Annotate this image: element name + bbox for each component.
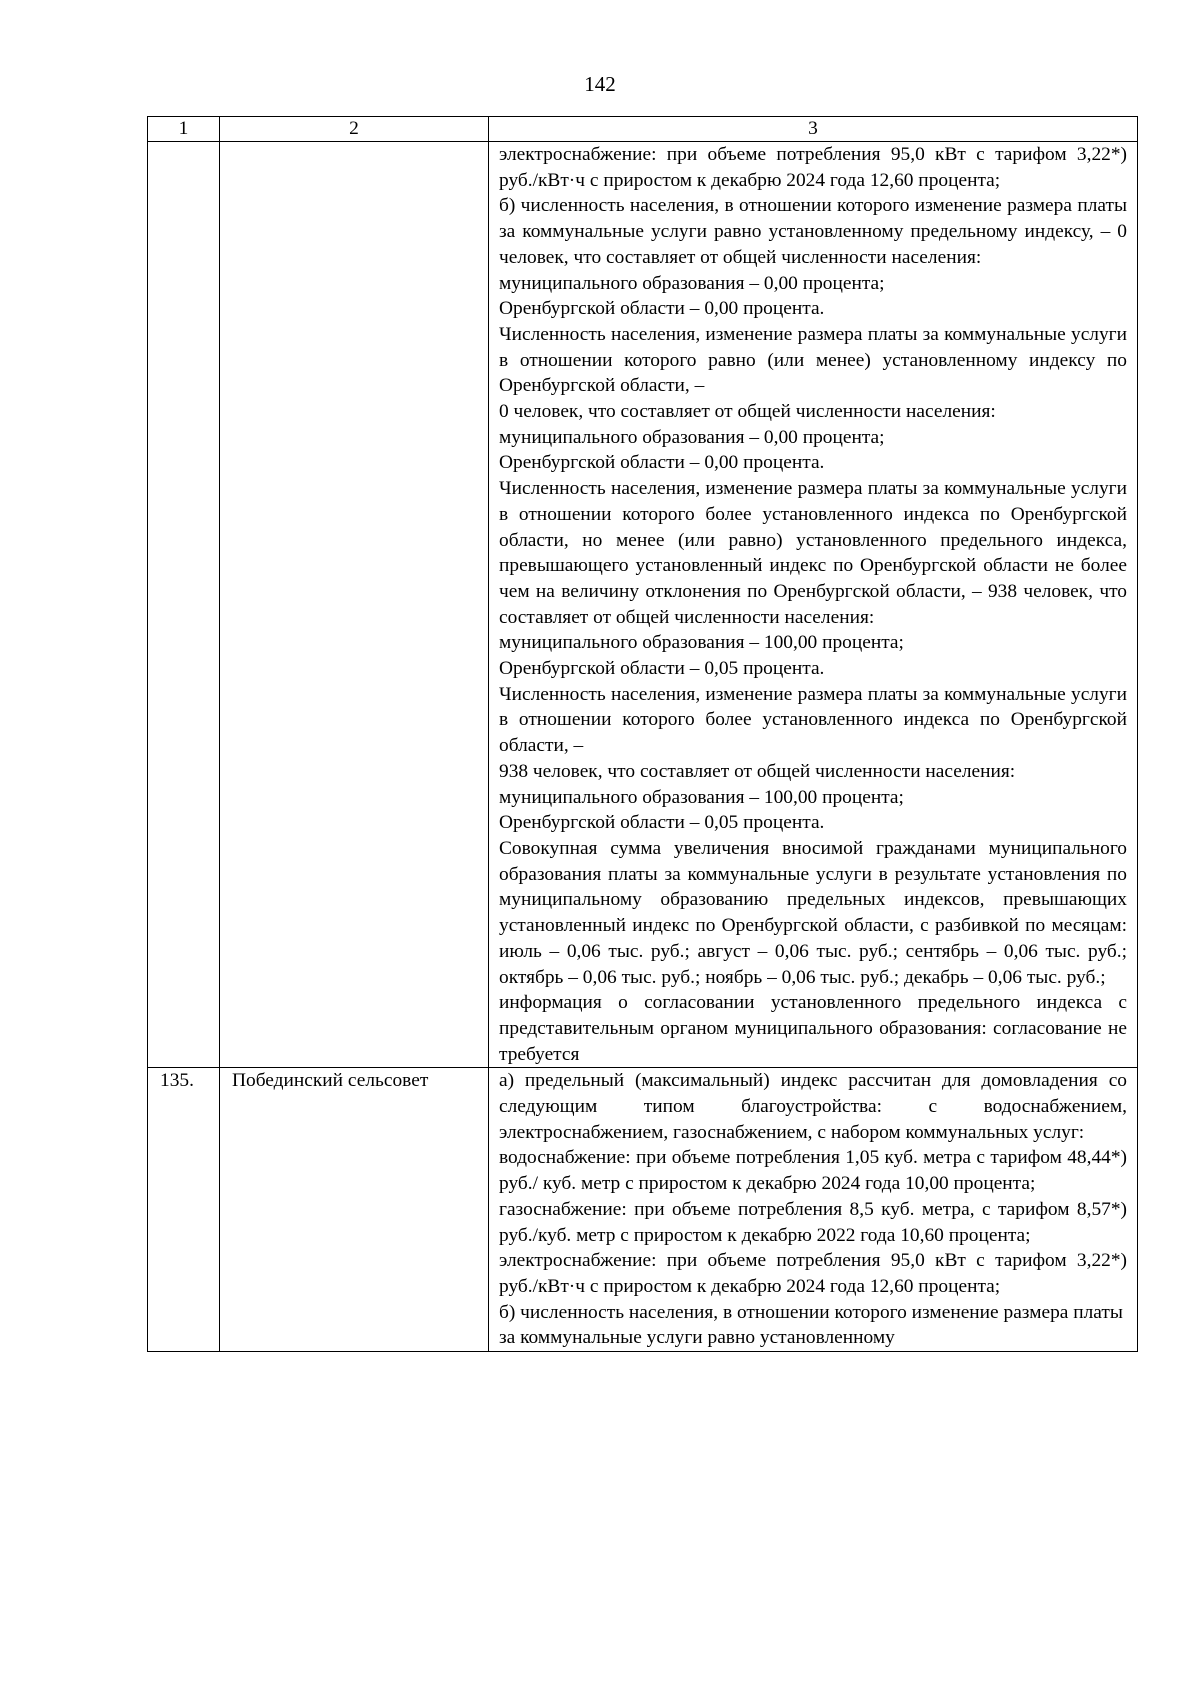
paragraph: электроснабжение: при объеме потребления 95,0 кВт с тарифом 3,22*) руб./кВт·ч с приростом к декабрю 2024 года 12,60 процента; [499,1250,1127,1297]
paragraph: Численность населения, изменение размера платы за коммунальные услуги в отношении которого более установленного индекса по Оренбургской области, но менее (или равно) установленного предельного индекса, превышающего установленный индекс по Оренбургской области не более чем на величину отклонения по Оренбургской области, – 938 человек, что составляет от общей численности населения: [499,478,1127,628]
paragraph: муниципального образования – 0,00 процента; [499,426,885,448]
paragraph: б) численность населения, в отношении которого изменение размера платы за коммунальные услуги равно установленному предельному индексу, – 0 человек, что составляет от общей численности населения: [499,195,1127,268]
table-row [148,1068,1138,1352]
paragraph: Оренбургской области – 0,05 процента. [499,812,825,834]
row-number-cell: 135. [148,1068,220,1352]
paragraph: Численность населения, изменение размера платы за коммунальные услуги в отношении которого равно (или менее) установленному индексу по Оренбургской области, – [499,323,1127,397]
paragraph: 0 человек, что составляет от общей численности населения: [499,401,996,423]
paragraph: водоснабжение: при объеме потребления 1,05 куб. метра с тарифом 48,44*) руб./ куб. метр с приростом к декабрю 2024 года 10,00 процента; [499,1147,1127,1195]
paragraph: муниципального образования – 0,00 процента; [499,272,885,294]
description-cell [489,142,1138,1068]
municipality-name-cell: Побединский сельсовет [220,1068,489,1352]
paragraph: Оренбургской области – 0,00 процента. [499,452,825,474]
municipality-name-cell [220,142,489,1068]
paragraph: муниципального образования – 100,00 процента; [499,786,904,808]
column-header-2: 2 [220,117,489,142]
column-header-1: 1 [148,117,220,142]
paragraph: Оренбургской области – 0,00 процента. [499,298,825,320]
row-number-cell [148,142,220,1068]
description-cell [489,1068,1138,1352]
paragraph: 938 человек, что составляет от общей численности населения: [499,760,1016,782]
paragraph: Совокупная сумма увеличения вносимой гражданами муниципального образования платы за коммунальные услуги в результате установления по муниципальному образованию предельных индексов, превышающих установленный индекс по Оренбургской области, с разбивкой по месяцам: июль – 0,06 тыс. руб.; август – 0,06 тыс. руб.; сентябрь – 0,06 тыс. руб.; октябрь – 0,06 тыс. руб.; ноябрь – 0,06 тыс. руб.; декабрь – 0,06 тыс. руб.; [499,837,1127,988]
paragraph: Оренбургской области – 0,05 процента. [499,658,825,680]
paragraph: газоснабжение: при объеме потребления 8,5 куб. метра, с тарифом 8,57*) руб./куб. метр с приростом к декабрю 2022 года 10,60 процента; [499,1198,1127,1246]
paragraph: информация о согласовании установленного предельного индекса с представительным органом муниципального образования: согласование не требуется [499,992,1127,1065]
paragraph: б) численность населения, в отношении которого изменение размера платы за коммунальные услуги равно установленному [499,1301,1123,1349]
paragraph: а) предельный (максимальный) индекс рассчитан для домовладения со следующим типом благоустройства: с водоснабжением, электроснабжением, газоснабжением, с набором коммунальных услуг: [499,1070,1127,1143]
table-header-row [148,117,1138,142]
page-number: 142 [584,72,616,96]
paragraph: электроснабжение: при объеме потребления 95,0 кВт с тарифом 3,22*) руб./кВт·ч с приростом к декабрю 2024 года 12,60 процента; [499,144,1127,191]
paragraph: Численность населения, изменение размера платы за коммунальные услуги в отношении которого более установленного индекса по Оренбургской области, – [499,683,1127,757]
paragraph: муниципального образования – 100,00 процента; [499,632,904,654]
column-header-3: 3 [489,117,1138,142]
table-row [148,142,1138,1068]
data-table [147,116,1138,1352]
